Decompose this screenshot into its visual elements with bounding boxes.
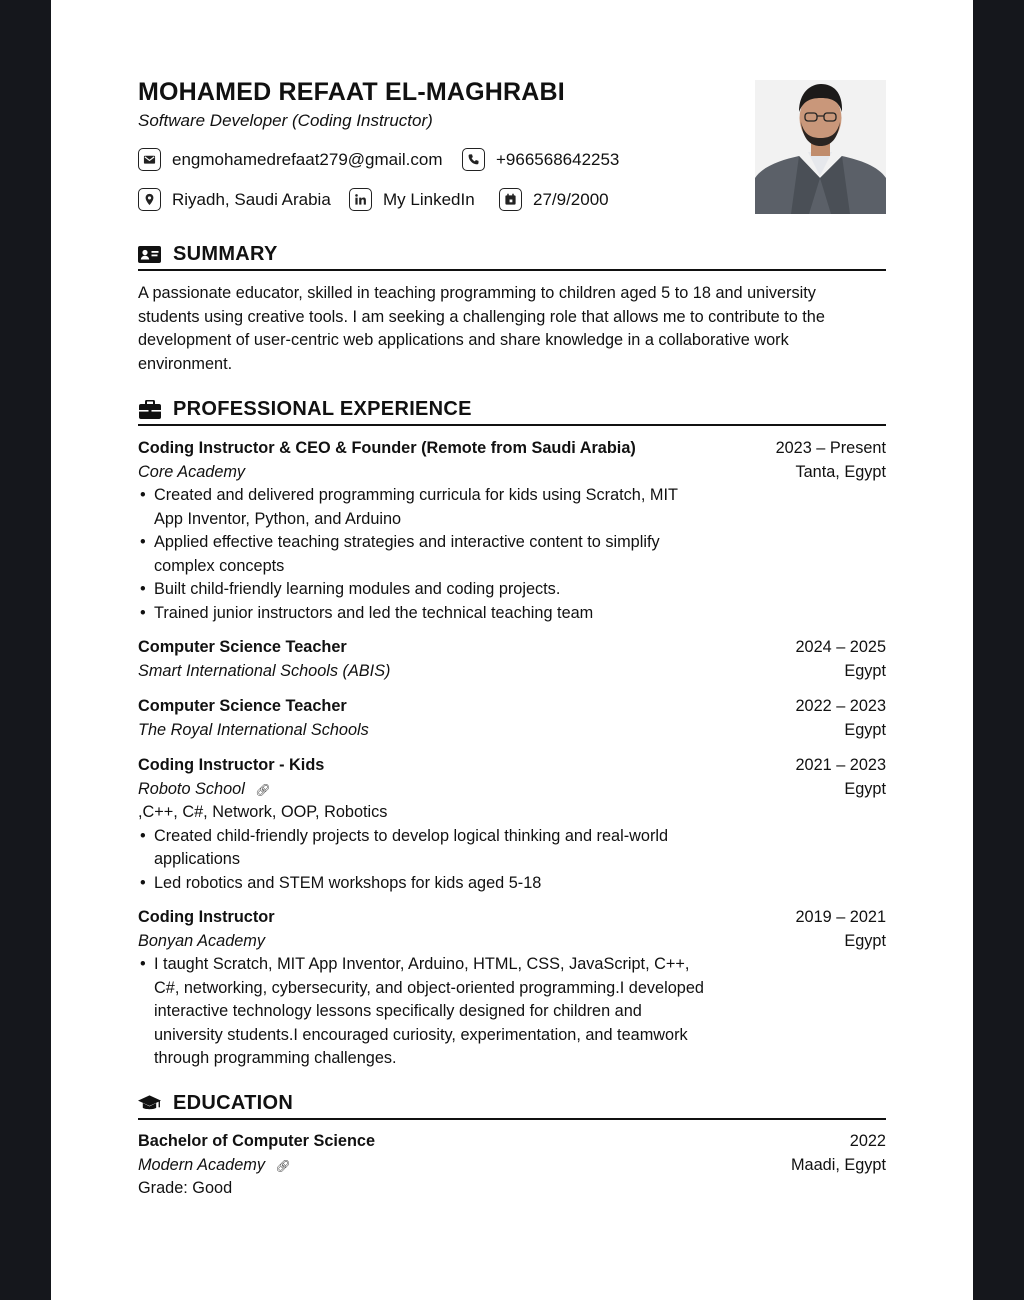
job-company: The Royal International Schools bbox=[138, 720, 369, 739]
job-company: Core Academy bbox=[138, 462, 246, 481]
email-text: engmohamedrefaat279@gmail.com bbox=[172, 149, 443, 169]
contact-linkedin[interactable] bbox=[349, 188, 475, 211]
school-name: Modern Academy bbox=[138, 1155, 265, 1174]
job-bullet: • Created and delivered programming curricula for kids using Scratch, MIT App Inventor, Python, and Arduino bbox=[138, 484, 708, 531]
job-location: Tanta, Egypt bbox=[795, 462, 886, 481]
job-entry bbox=[138, 754, 886, 895]
job-location: Egypt bbox=[844, 931, 886, 950]
id-card-icon bbox=[138, 244, 161, 264]
job-title: Computer Science Teacher bbox=[138, 697, 347, 715]
contact-location bbox=[138, 188, 331, 211]
contact-email[interactable] bbox=[138, 148, 443, 171]
job-dates: 2024 – 2025 bbox=[795, 638, 886, 656]
right-frame bbox=[973, 0, 1024, 1300]
job-bullets bbox=[138, 953, 708, 1071]
job-company: Roboto School bbox=[138, 779, 245, 798]
job-location: Egypt bbox=[844, 720, 886, 739]
job-bullet: • I taught Scratch, MIT App Inventor, Arduino, HTML, CSS, JavaScript, C++, C#, networking, cybersecurity, and object-oriented programming.I developed interactive technology lessons specifically designed for children and university students.I encouraged curiosity, experimentation, and teamwork through programming challenges. bbox=[138, 953, 708, 1071]
contact-birthdate bbox=[499, 188, 609, 211]
job-bullet: • Led robotics and STEM workshops for kids aged 5-18 bbox=[138, 872, 708, 896]
job-bullet: • Built child-friendly learning modules and coding projects. bbox=[138, 578, 708, 602]
phone-icon bbox=[462, 148, 485, 171]
contact-phone[interactable] bbox=[462, 148, 619, 171]
candidate-name: MOHAMED REFAAT EL-MAGHRABI bbox=[138, 78, 565, 106]
job-location: Egypt bbox=[844, 779, 886, 798]
job-bullet: • Created child-friendly projects to develop logical thinking and real-world applications bbox=[138, 825, 708, 872]
job-location: Egypt bbox=[844, 661, 886, 680]
job-company: Smart International Schools (ABIS) bbox=[138, 661, 391, 680]
link-icon[interactable]: 🔗︎ bbox=[255, 782, 271, 797]
job-bullets bbox=[138, 825, 708, 896]
job-title: Computer Science Teacher bbox=[138, 638, 347, 656]
calendar-icon bbox=[499, 188, 522, 211]
link-icon[interactable]: 🔗︎ bbox=[275, 1158, 291, 1173]
education-grade: Grade: Good bbox=[138, 1179, 233, 1197]
linkedin-icon bbox=[349, 188, 372, 211]
summary-text: A passionate educator, skilled in teaching programming to children aged 5 to 18 and university students using creative tools. I am seeking a challenging role that allows me to contribute to the development of user-centric web applications and share knowledge in a collaborative work environment. bbox=[138, 284, 825, 373]
job-entry bbox=[138, 437, 886, 625]
location-text: Riyadh, Saudi Arabia bbox=[172, 189, 331, 209]
education-year: 2022 bbox=[849, 1132, 886, 1150]
job-bullet: • Trained junior instructors and led the technical teaching team bbox=[138, 602, 708, 626]
job-title: Coding Instructor bbox=[138, 908, 275, 926]
job-dates: 2023 – Present bbox=[775, 439, 886, 457]
job-skills: ,C++, C#, Network, OOP, Robotics bbox=[138, 803, 388, 821]
briefcase-icon bbox=[138, 399, 161, 419]
job-dates: 2022 – 2023 bbox=[795, 697, 886, 715]
birthdate-text: 27/9/2000 bbox=[533, 189, 609, 209]
graduation-cap-icon bbox=[138, 1093, 161, 1113]
candidate-subtitle: Software Developer (Coding Instructor) bbox=[138, 111, 433, 130]
education-entry bbox=[138, 1130, 886, 1201]
job-entry bbox=[138, 906, 886, 1071]
job-bullet: • Applied effective teaching strategies and interactive content to simplify complex concepts bbox=[138, 531, 708, 578]
linkedin-link[interactable]: My LinkedIn bbox=[383, 189, 475, 209]
email-icon bbox=[138, 148, 161, 171]
education-title: EDUCATION bbox=[173, 1091, 294, 1114]
job-title: Coding Instructor - Kids bbox=[138, 756, 325, 774]
job-dates: 2019 – 2021 bbox=[795, 908, 886, 926]
degree: Bachelor of Computer Science bbox=[138, 1132, 376, 1150]
job-bullets bbox=[138, 484, 708, 625]
job-company: Bonyan Academy bbox=[138, 931, 266, 950]
education-section-header bbox=[138, 1088, 886, 1120]
left-frame bbox=[0, 0, 51, 1300]
summary-title: SUMMARY bbox=[173, 242, 278, 265]
job-title: Coding Instructor & CEO & Founder (Remote from Saudi Arabia) bbox=[138, 439, 636, 457]
job-entry bbox=[138, 636, 886, 683]
resume-page bbox=[51, 0, 973, 1300]
phone-text: +966568642253 bbox=[496, 149, 620, 169]
summary-section-header bbox=[138, 239, 886, 271]
experience-section-header bbox=[138, 394, 886, 426]
education-location: Maadi, Egypt bbox=[790, 1155, 886, 1174]
profile-photo bbox=[755, 80, 886, 214]
location-pin-icon bbox=[138, 188, 161, 211]
experience-title: PROFESSIONAL EXPERIENCE bbox=[173, 397, 472, 420]
job-dates: 2021 – 2023 bbox=[795, 756, 886, 774]
job-entry bbox=[138, 695, 886, 742]
